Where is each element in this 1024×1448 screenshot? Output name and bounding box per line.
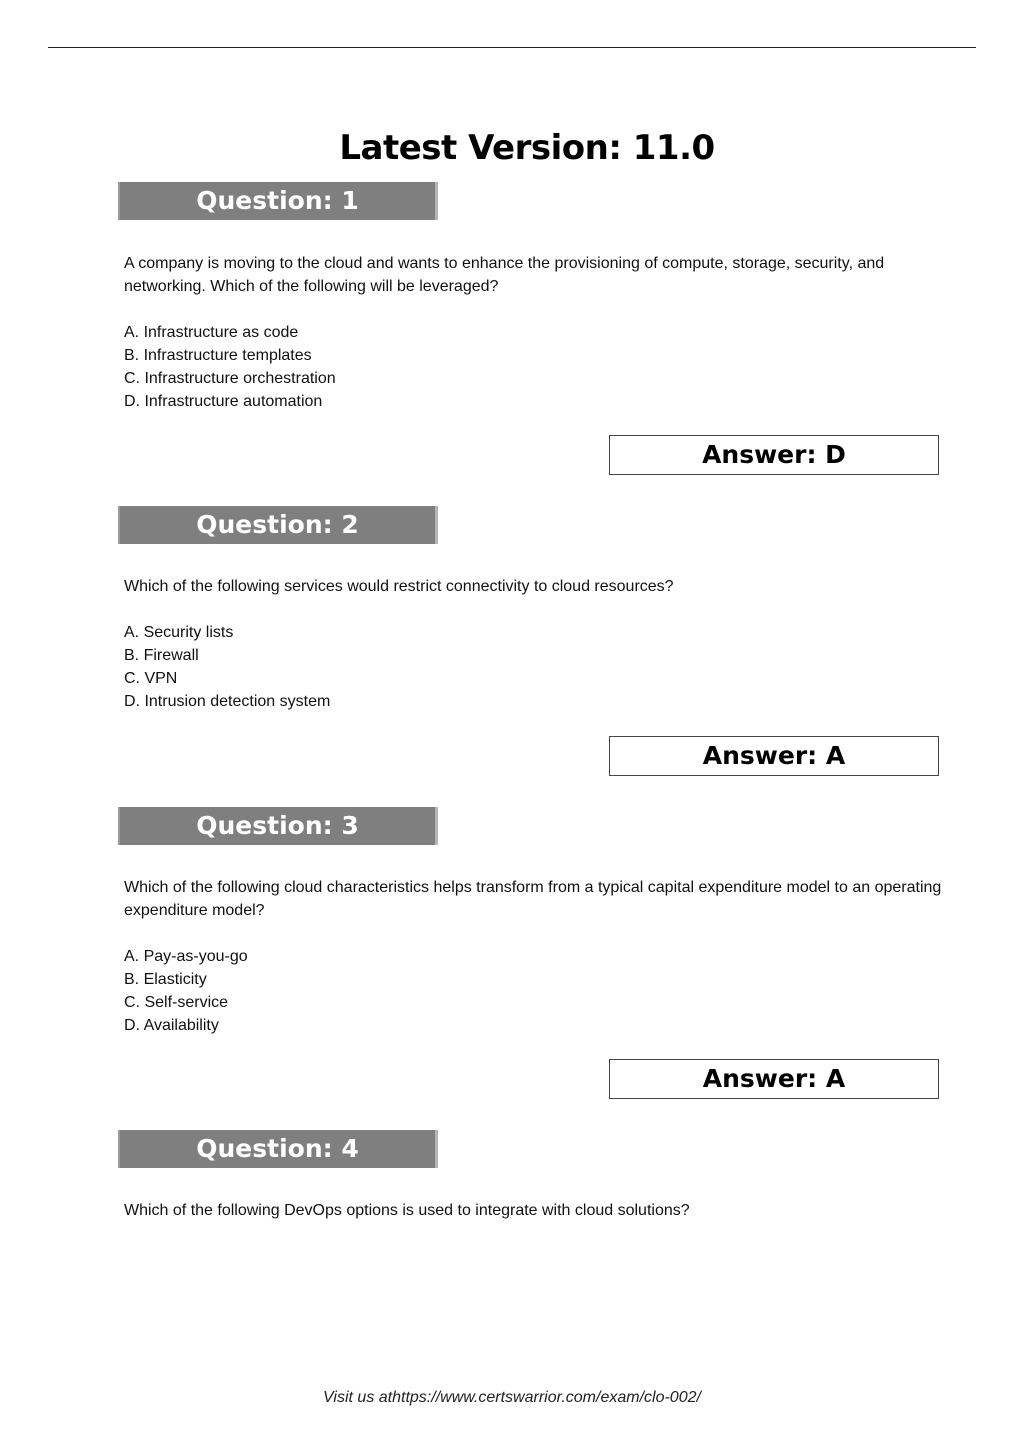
question-2-text: Which of the following services would restrict connectivity to cloud resources? [124,578,674,595]
question-3-header: Question: 3 [118,807,438,845]
question-3-option-d: D. Availability [124,1017,219,1034]
question-2-answer: Answer: A [609,736,939,776]
question-1-option-b: B. Infrastructure templates [124,347,312,364]
question-3-option-b: B. Elasticity [124,971,207,988]
footer-link-text: Visit us athttps://www.certswarrior.com/exam/clo-002/ [323,1389,701,1406]
question-2-header: Question: 2 [118,506,438,544]
question-2-option-a: A. Security lists [124,624,234,641]
question-1-options [124,321,336,413]
question-3-text: Which of the following cloud characteristics helps transform from a typical capital expenditure model to an operating expenditure model? [124,879,942,919]
question-2-option-d: D. Intrusion detection system [124,693,331,710]
question-3-option-a: A. Pay-as-you-go [124,948,248,965]
top-divider [48,47,976,48]
question-1-option-d: D. Infrastructure automation [124,393,323,410]
question-1-option-a: A. Infrastructure as code [124,324,299,341]
question-3-option-c: C. Self-service [124,994,229,1011]
question-2-options [124,621,330,713]
question-2-option-b: B. Firewall [124,647,199,664]
question-3-answer: Answer: A [609,1059,939,1099]
question-3-options [124,945,248,1037]
question-2-option-c: C. VPN [124,670,178,687]
question-1-header: Question: 1 [118,182,438,220]
question-1-answer: Answer: D [609,435,939,475]
question-4-header: Question: 4 [118,1130,438,1168]
question-1-text: A company is moving to the cloud and wants to enhance the provisioning of compute, storage, security, and networking. Which of the following will be leveraged? [124,255,885,295]
question-1-option-c: C. Infrastructure orchestration [124,370,336,387]
question-4-text: Which of the following DevOps options is used to integrate with cloud solutions? [124,1202,690,1219]
page-title: Latest Version: 11.0 [339,128,715,168]
